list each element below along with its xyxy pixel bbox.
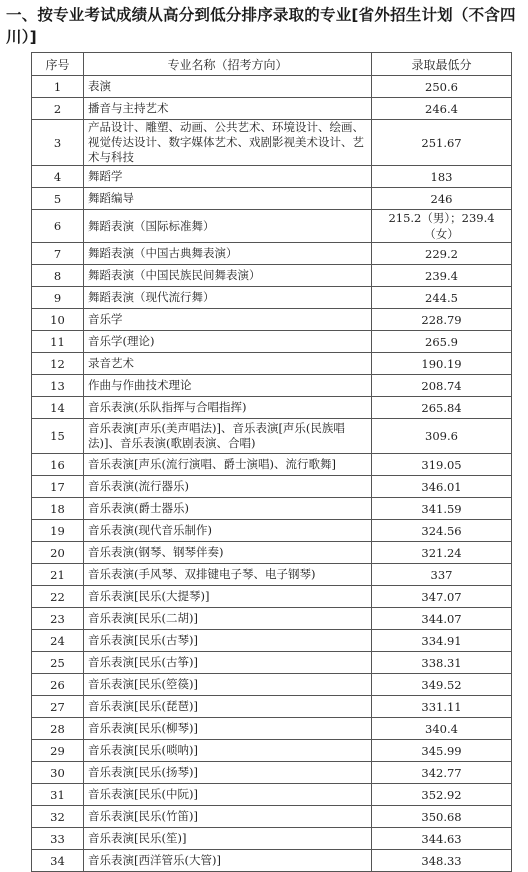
row-major-name-cell: 音乐学(理论): [84, 331, 372, 353]
table-row: [32, 652, 512, 674]
header-major-name: 专业名称（招考方向）: [84, 53, 372, 76]
row-number-cell: 22: [32, 586, 84, 608]
table-row: [32, 188, 512, 210]
table-row: [32, 210, 512, 243]
row-number-cell: 11: [32, 331, 84, 353]
row-number-cell: 26: [32, 674, 84, 696]
table-row: [32, 806, 512, 828]
row-number-cell: 25: [32, 652, 84, 674]
table-row: [32, 586, 512, 608]
table-row: [32, 762, 512, 784]
row-major-name-cell: 音乐表演[民乐(中阮)]: [84, 784, 372, 806]
row-major-name-cell: 舞蹈表演（国际标准舞）: [84, 210, 372, 243]
table-row: [32, 309, 512, 331]
row-number-cell: 8: [32, 265, 84, 287]
row-min-score-cell: 344.63: [372, 828, 512, 850]
row-major-name-cell: 音乐表演[民乐(竹笛)]: [84, 806, 372, 828]
row-major-name-cell: 舞蹈表演（中国古典舞表演）: [84, 243, 372, 265]
table-row: [32, 265, 512, 287]
table-row: [32, 564, 512, 586]
header-min-score: 录取最低分: [372, 53, 512, 76]
table-row: [32, 375, 512, 397]
row-major-name-cell: 音乐表演[声乐(流行演唱、爵士演唱)、流行歌舞]: [84, 454, 372, 476]
row-min-score-cell: 345.99: [372, 740, 512, 762]
row-number-cell: 27: [32, 696, 84, 718]
table-row: [32, 740, 512, 762]
row-min-score-cell: 239.4: [372, 265, 512, 287]
row-min-score-cell: 344.07: [372, 608, 512, 630]
row-major-name-cell: 产品设计、雕塑、动画、公共艺术、环境设计、绘画、视觉传达设计、数字媒体艺术、戏剧影视美术设计、艺术与科技: [84, 120, 372, 166]
row-major-name-cell: 音乐表演[民乐(古琴)]: [84, 630, 372, 652]
row-number-cell: 21: [32, 564, 84, 586]
row-min-score-cell: 190.19: [372, 353, 512, 375]
row-major-name-cell: 音乐表演[民乐(笙)]: [84, 828, 372, 850]
table-row: [32, 828, 512, 850]
row-min-score-cell: 337: [372, 564, 512, 586]
row-min-score-cell: 265.9: [372, 331, 512, 353]
row-min-score-cell: 324.56: [372, 520, 512, 542]
row-min-score-cell: 352.92: [372, 784, 512, 806]
row-major-name-cell: 音乐表演[民乐(古筝)]: [84, 652, 372, 674]
row-major-name-cell: 表演: [84, 76, 372, 98]
row-min-score-cell: 349.52: [372, 674, 512, 696]
row-min-score-cell: 250.6: [372, 76, 512, 98]
row-number-cell: 14: [32, 397, 84, 419]
row-number-cell: 23: [32, 608, 84, 630]
table-row: [32, 419, 512, 454]
row-major-name-cell: 音乐表演[民乐(扬琴)]: [84, 762, 372, 784]
row-min-score-cell: 341.59: [372, 498, 512, 520]
row-min-score-cell: 246: [372, 188, 512, 210]
row-major-name-cell: 录音艺术: [84, 353, 372, 375]
header-number: 序号: [32, 53, 84, 76]
row-number-cell: 10: [32, 309, 84, 331]
row-major-name-cell: 音乐表演(钢琴、钢琴伴奏): [84, 542, 372, 564]
row-min-score-cell: 251.67: [372, 120, 512, 166]
row-min-score-cell: 346.01: [372, 476, 512, 498]
row-min-score-cell: 208.74: [372, 375, 512, 397]
row-major-name-cell: 音乐学: [84, 309, 372, 331]
row-major-name-cell: 音乐表演[民乐(箜篌)]: [84, 674, 372, 696]
row-number-cell: 19: [32, 520, 84, 542]
row-major-name-cell: 音乐表演(爵士器乐): [84, 498, 372, 520]
row-major-name-cell: 音乐表演(手风琴、双排键电子琴、电子钢琴): [84, 564, 372, 586]
row-major-name-cell: 音乐表演[西洋管乐(大管)]: [84, 850, 372, 872]
row-number-cell: 15: [32, 419, 84, 454]
row-major-name-cell: 播音与主持艺术: [84, 98, 372, 120]
row-min-score-cell: 342.77: [372, 762, 512, 784]
row-number-cell: 3: [32, 120, 84, 166]
table-row: [32, 696, 512, 718]
row-min-score-cell: 321.24: [372, 542, 512, 564]
row-number-cell: 31: [32, 784, 84, 806]
table-row: [32, 287, 512, 309]
row-min-score-cell: 265.84: [372, 397, 512, 419]
row-number-cell: 17: [32, 476, 84, 498]
table-header-row: [32, 53, 512, 76]
page-heading: 一、按专业考试成绩从高分到低分排序录取的专业[省外招生计划（不含四川）]: [6, 6, 516, 46]
row-number-cell: 29: [32, 740, 84, 762]
row-major-name-cell: 舞蹈学: [84, 166, 372, 188]
table-row: [32, 98, 512, 120]
table-row: [32, 243, 512, 265]
table-row: [32, 608, 512, 630]
table-row: [32, 542, 512, 564]
row-number-cell: 24: [32, 630, 84, 652]
row-major-name-cell: 舞蹈编导: [84, 188, 372, 210]
row-number-cell: 16: [32, 454, 84, 476]
row-min-score-cell: 340.4: [372, 718, 512, 740]
table-row: [32, 353, 512, 375]
row-min-score-cell: 319.05: [372, 454, 512, 476]
row-major-name-cell: 音乐表演[民乐(琵琶)]: [84, 696, 372, 718]
row-major-name-cell: 作曲与作曲技术理论: [84, 375, 372, 397]
row-min-score-cell: 350.68: [372, 806, 512, 828]
table-row: [32, 520, 512, 542]
row-major-name-cell: 音乐表演[声乐(美声唱法)]、音乐表演[声乐(民族唱法)]、音乐表演(歌剧表演、合唱): [84, 419, 372, 454]
row-number-cell: 13: [32, 375, 84, 397]
row-number-cell: 9: [32, 287, 84, 309]
row-major-name-cell: 音乐表演[民乐(柳琴)]: [84, 718, 372, 740]
row-number-cell: 4: [32, 166, 84, 188]
row-min-score-cell: 347.07: [372, 586, 512, 608]
row-min-score-cell: 338.31: [372, 652, 512, 674]
row-number-cell: 7: [32, 243, 84, 265]
row-number-cell: 12: [32, 353, 84, 375]
row-min-score-cell: 246.4: [372, 98, 512, 120]
row-number-cell: 1: [32, 76, 84, 98]
row-number-cell: 20: [32, 542, 84, 564]
row-min-score-cell: 229.2: [372, 243, 512, 265]
row-min-score-cell: 215.2（男）；239.4（女）: [372, 210, 512, 243]
row-major-name-cell: 音乐表演(现代音乐制作): [84, 520, 372, 542]
row-major-name-cell: 音乐表演[民乐(唢呐)]: [84, 740, 372, 762]
row-number-cell: 5: [32, 188, 84, 210]
table-row: [32, 850, 512, 872]
row-major-name-cell: 音乐表演(流行器乐): [84, 476, 372, 498]
table-row: [32, 166, 512, 188]
table-row: [32, 674, 512, 696]
row-major-name-cell: 舞蹈表演（现代流行舞）: [84, 287, 372, 309]
table-row: [32, 718, 512, 740]
row-min-score-cell: 334.91: [372, 630, 512, 652]
row-min-score-cell: 228.79: [372, 309, 512, 331]
table-row: [32, 498, 512, 520]
table-body: [32, 76, 512, 872]
row-major-name-cell: 音乐表演[民乐(二胡)]: [84, 608, 372, 630]
table-row: [32, 120, 512, 166]
table-row: [32, 76, 512, 98]
row-min-score-cell: 331.11: [372, 696, 512, 718]
table-row: [32, 476, 512, 498]
row-number-cell: 32: [32, 806, 84, 828]
row-number-cell: 18: [32, 498, 84, 520]
table-row: [32, 331, 512, 353]
table-row: [32, 784, 512, 806]
row-major-name-cell: 音乐表演[民乐(大提琴)]: [84, 586, 372, 608]
row-min-score-cell: 183: [372, 166, 512, 188]
row-min-score-cell: 348.33: [372, 850, 512, 872]
row-min-score-cell: 244.5: [372, 287, 512, 309]
row-number-cell: 28: [32, 718, 84, 740]
row-number-cell: 33: [32, 828, 84, 850]
row-number-cell: 34: [32, 850, 84, 872]
row-major-name-cell: 音乐表演(乐队指挥与合唱指挥): [84, 397, 372, 419]
row-min-score-cell: 309.6: [372, 419, 512, 454]
table-row: [32, 397, 512, 419]
table-row: [32, 630, 512, 652]
table-row: [32, 454, 512, 476]
row-number-cell: 2: [32, 98, 84, 120]
row-number-cell: 30: [32, 762, 84, 784]
row-major-name-cell: 舞蹈表演（中国民族民间舞表演）: [84, 265, 372, 287]
row-number-cell: 6: [32, 210, 84, 243]
admission-score-table: [31, 52, 512, 872]
